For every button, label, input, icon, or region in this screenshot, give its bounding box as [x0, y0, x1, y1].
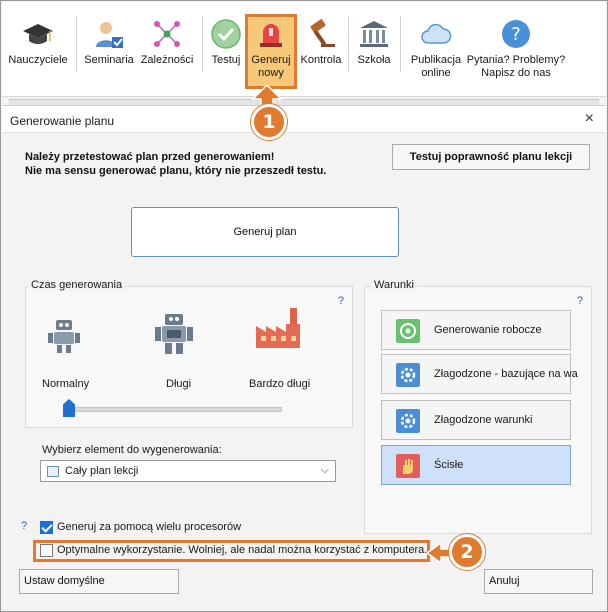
condition-strict[interactable] [381, 445, 571, 485]
dialog-titlebar [2, 106, 606, 133]
toolbar-label: Pytania? Problemy? Napisz do nas [466, 54, 566, 79]
toolbar-dependencies[interactable] [138, 8, 196, 67]
alarm-light-icon [255, 18, 287, 50]
condition-relaxed-based[interactable] [381, 354, 578, 394]
dialog-title: Generowanie planu [10, 114, 115, 128]
calendar-icon [47, 466, 59, 477]
help-link[interactable]: ? [337, 295, 344, 307]
building-icon [358, 18, 390, 50]
time-long-label[interactable]: Długi [166, 378, 192, 390]
element-select[interactable] [40, 460, 336, 482]
generate-plan-button[interactable]: Generuj plan [131, 207, 399, 257]
factory-icon[interactable] [254, 306, 302, 350]
toolbar-label: Kontrola [300, 54, 342, 66]
test-warning-text: Należy przetestować plan przed generowaniem! Nie ma sensu generować planu, który nie przeszedł testu. [25, 151, 327, 177]
group-label: Warunki [371, 279, 417, 291]
toolbar-separator [202, 16, 203, 72]
condition-label: Złagodzone - bazujące na wa [434, 368, 578, 380]
chevron-down-icon[interactable]: ⌵ [320, 464, 329, 476]
hand-stop-icon [396, 454, 420, 478]
generate-plan-dialog [2, 105, 606, 611]
annotation-badge-1: 1 [251, 104, 287, 140]
target-icon [396, 319, 420, 343]
close-icon[interactable]: × [584, 110, 594, 127]
set-defaults-button[interactable]: Ustaw domyślne [19, 569, 179, 594]
cancel-button[interactable]: Anuluj [484, 569, 593, 594]
toolbar-separator [348, 16, 349, 72]
graduation-cap-icon [22, 18, 54, 50]
condition-relaxed[interactable] [381, 400, 571, 440]
toolbar-seminars[interactable] [82, 8, 136, 67]
multi-cpu-checkbox[interactable] [40, 521, 53, 534]
gear-icon [396, 363, 420, 387]
element-select-value: Cały plan lekcji [65, 465, 139, 477]
svg-text:?: ? [511, 24, 521, 45]
time-normal-label[interactable]: Normalny [42, 378, 90, 390]
toolbar-test[interactable] [206, 8, 246, 67]
optimal-usage-checkbox[interactable] [40, 544, 53, 557]
toolbar-label: Szkoła [357, 54, 391, 66]
element-select-label: Wybierz element do wygenerowania: [42, 444, 222, 456]
test-plan-button[interactable]: Testuj poprawność planu lekcji [392, 144, 590, 170]
ribbon-toolbar [2, 2, 606, 97]
toolbar-generate-new[interactable] [246, 8, 296, 80]
toolbar-label: Testuj [211, 54, 241, 66]
toolbar-label: Nauczyciele [8, 54, 68, 66]
toolbar-label: Publikacja online [410, 54, 462, 79]
optimal-usage-label[interactable]: Optymalne wykorzystanie. Wolniej, ale nadal można korzystać z komputera. [57, 544, 428, 556]
condition-label: Ścisłe [434, 459, 464, 471]
group-label: Czas generowania [28, 279, 125, 291]
toolbar-help[interactable] [466, 8, 566, 80]
time-very-long-label[interactable]: Bardzo długi [249, 378, 311, 390]
condition-label: Złagodzone warunki [434, 414, 533, 426]
robot-large-icon[interactable] [152, 312, 196, 356]
check-circle-icon [210, 18, 242, 50]
toolbar-publish-online[interactable] [406, 8, 466, 80]
robot-small-icon[interactable] [44, 316, 84, 356]
toolbar-school[interactable] [354, 8, 394, 67]
user-check-icon [93, 18, 125, 50]
toolbar-label: Seminaria [84, 54, 134, 66]
toolbar-label: Zależności [140, 54, 194, 66]
toolbar-separator [400, 16, 401, 72]
condition-label: Generowanie robocze [434, 324, 542, 336]
question-icon [500, 18, 532, 50]
generation-time-slider[interactable] [68, 407, 282, 412]
network-icon [151, 18, 183, 50]
cloud-icon [420, 18, 452, 50]
toolbar-control[interactable] [298, 8, 344, 67]
help-link[interactable]: ? [576, 295, 583, 307]
annotation-badge-2: 2 [449, 534, 485, 570]
gavel-icon [305, 18, 337, 50]
help-link[interactable]: ? [21, 520, 28, 532]
condition-draft[interactable] [381, 310, 571, 350]
toolbar-teachers[interactable] [6, 8, 70, 67]
gear-icon [396, 409, 420, 433]
toolbar-label: Generuj nowy [251, 54, 291, 79]
multi-cpu-label[interactable]: Generuj za pomocą wielu procesorów [57, 521, 242, 533]
toolbar-separator [76, 16, 77, 72]
